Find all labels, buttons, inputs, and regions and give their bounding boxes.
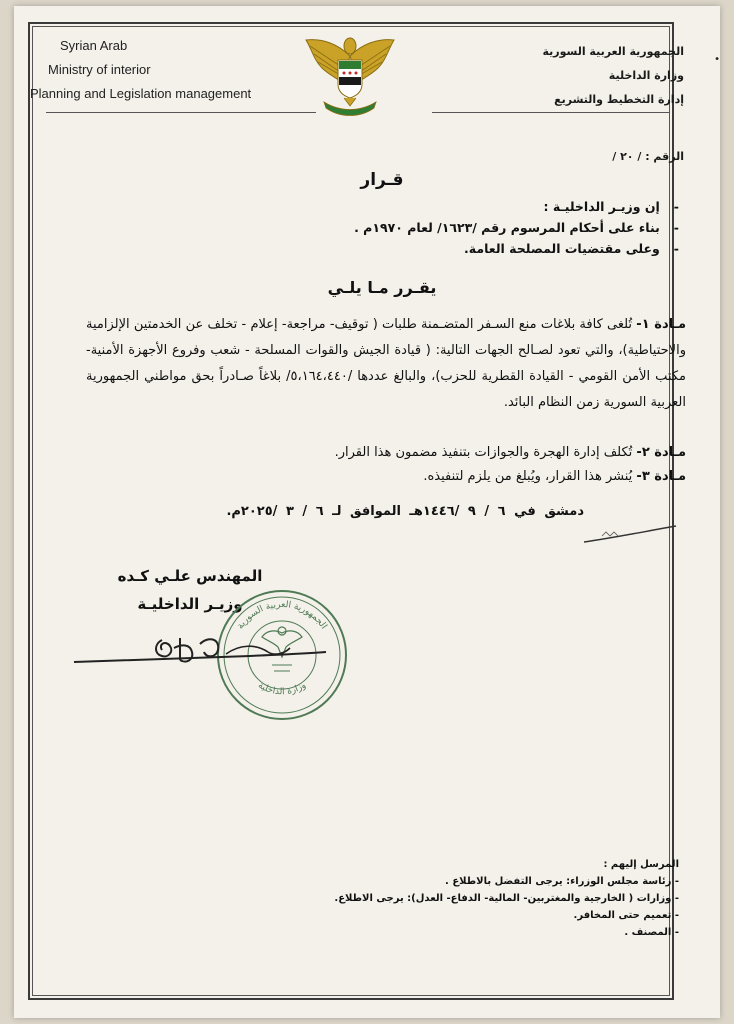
header-country-en: Syrian Arab <box>60 38 128 53</box>
signatory-name: المهندس علـي كـده <box>117 567 263 585</box>
header-country-ar: الجمهورية العربية السورية <box>542 45 684 58</box>
corner-mark: • <box>714 54 720 65</box>
article-3-label: مـادة ٣- <box>636 469 686 484</box>
preamble-item: - وعلى مقتضيات المصلحة العامة. <box>159 238 679 259</box>
preamble-item: - بناء على أحكام المرسوم رقم /١٦٢٣/ لعام ١٩٧٠م . <box>159 217 679 238</box>
distribution-list <box>249 856 679 941</box>
header-rule-left <box>46 112 316 113</box>
distribution-item: - تعميم حتى المخافر. <box>573 910 679 921</box>
header-arabic <box>484 40 684 112</box>
stamp-bottom-text: وزارة الداخلية <box>256 680 308 698</box>
decides-heading: يقـرر مـا يلـي <box>327 278 437 297</box>
header-english <box>30 34 270 106</box>
signature-icon <box>70 630 330 674</box>
document-title: قـرار <box>360 170 404 190</box>
article-1-text: تُلغى كافة بلاغات منع السـفر المتضـمنة طلبات ( توقيف- مراجعة- إعلام - تخلف عن الخدمتين الإلزامية والاحتياطية)، والتي تعود لصـالح الجهات التالية: ( قيادة الجيش والقوات المسلحة - شعب وفروع الأجهزة الأمنية- مكتب الأمن القومي - القيادة القطرية للحزب)، والبالغ عددها /٥،١٦٤،٤٤٠/ بلاغاً صـادراً بحق مواطني الجمهورية العربية السورية زمن النظام البائد. <box>86 317 687 410</box>
reference-number: الرقم : / ٢٠ / <box>612 150 684 163</box>
date-line: دمشق في ٦ / ٩ /١٤٤٦هـ الموافق لـ ٦ / ٣ /٢٠٢٥م. <box>226 504 584 519</box>
stamp-top-text: الجمهورية العربية السورية <box>235 599 329 632</box>
distribution-item: - وزارات ( الخارجية والمغتربين- المالية- الدفاع- العدل): يرجى الاطلاع. <box>334 893 679 904</box>
header-department-ar: إدارة التخطيط والتشريع <box>554 93 684 106</box>
article-3-text: يُنشر هذا القرار، ويُبلغ من يلزم لتنفيذه. <box>423 469 633 484</box>
article-2-label: مـادة ٢- <box>636 445 686 460</box>
article-2-text: تُكلف إدارة الهجرة والجوازات بتنفيذ مضمون هذا القرار. <box>334 445 633 460</box>
distribution-item: - المصنف . <box>624 927 679 938</box>
distribution-heading: المرسل إليهم : <box>603 859 679 870</box>
signatory-title: وزيـر الداخليـة <box>137 595 243 613</box>
article-3 <box>86 465 686 489</box>
header-ministry-ar: وزارة الداخلية <box>608 69 684 82</box>
syrian-eagle-emblem-icon <box>300 26 400 122</box>
distribution-item: - رئاسة مجلس الوزراء: يرجى التفضل بالاطلاع . <box>445 876 679 887</box>
header-rule-right <box>432 112 670 113</box>
initials-mark-icon <box>582 520 678 550</box>
article-1-label: مـادة ١- <box>636 317 686 332</box>
article-1 <box>86 312 686 416</box>
header-department-en: Planning and Legislation management <box>30 86 252 101</box>
article-2 <box>86 441 686 465</box>
preamble-item: - إن وزيـر الداخليـة : <box>159 196 679 217</box>
preamble-list <box>159 196 679 259</box>
header-ministry-en: Ministry of interior <box>48 62 151 77</box>
